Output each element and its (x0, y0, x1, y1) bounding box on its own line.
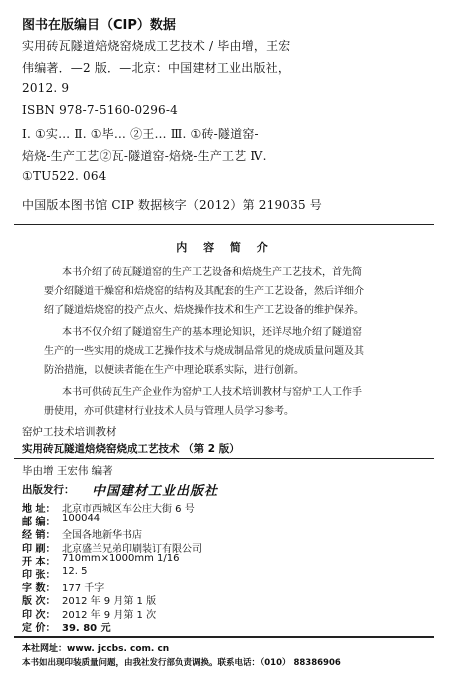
cip-line: 伟编著．—2 版．—北京：中国建材工业出版社， (22, 61, 291, 75)
cip-line: 实用砖瓦隧道焙烧窑烧成工艺技术 / 毕由增，王宏 (22, 39, 291, 53)
detail-label: 地 址： (22, 504, 56, 515)
detail-label: 版 次： (22, 596, 56, 608)
detail-label: 经 销： (22, 530, 56, 542)
cip-heading: 图书在版编目（CIP）数据 (22, 18, 176, 33)
detail-value: 177 千字 (62, 583, 105, 595)
detail-value: 北京市西城区车公庄大街 6 号 (62, 504, 195, 515)
cip-line: 2012. 9 (22, 81, 70, 95)
detail-label: 印 刷： (22, 543, 56, 555)
cip-line: Ⅰ. ①实… Ⅱ. ①毕… ②王… Ⅲ. ①砖-隧道窑- (22, 127, 259, 141)
book-title: 实用砖瓦隧道焙烧窑烧成工艺技术 （第 2 版） (22, 443, 240, 455)
summary-line: 绍了隧道焙烧窑的投产点火、焙烧操作技术和生产工艺设备的维护保养。 (44, 305, 364, 316)
publisher-label: 出版发行： (22, 484, 75, 496)
detail-label: 印 次： (22, 609, 56, 621)
series-title: 窑炉工技术培训教材 (22, 426, 117, 438)
detail-label: 字 数： (22, 583, 56, 595)
detail-label: 定 价： (22, 622, 56, 634)
detail-label: 印 张： (22, 570, 56, 581)
summary-line: 本书不仅介绍了隧道窑生产的基本理论知识，还详尽地介绍了隧道窑 (62, 327, 362, 338)
detail-value: 2012 年 9 月第 1 版 (62, 596, 157, 608)
detail-value: 北京盛兰兄弟印刷装订有限公司 (62, 543, 202, 555)
detail-value: 2012 年 9 月第 1 次 (62, 609, 157, 621)
footer-website: 本社网址：www. jccbs. com. cn (22, 644, 170, 654)
summary-title: 内 容 简 介 (176, 241, 274, 254)
summary-line: 册使用，亦可供建材行业技术人员与管理人员学习参考。 (44, 406, 294, 417)
cip-line: ISBN 978-7-5160-0296-4 (22, 103, 178, 117)
summary-line: 防治措施，以便读者能在生产中理论联系实际，进行创新。 (44, 365, 304, 376)
summary-line: 本书可供砖瓦生产企业作为窑炉工人技术培训教材与窑炉工人工作手 (62, 387, 362, 398)
divider-middle (14, 458, 434, 459)
cip-verification: 中国版本图书馆 CIP 数据核字（2012）第 219035 号 (22, 198, 323, 212)
publisher-logo: 中国建材工业出版社 (92, 484, 219, 499)
summary-line: 本书介绍了砖瓦隧道窑的生产工艺设备和焙烧生产工艺技术，首先简 (62, 267, 362, 278)
cip-line: 焙烧-生产工艺②瓦-隧道窑-焙烧-生产工艺 Ⅳ. (22, 149, 267, 163)
divider-top (14, 224, 434, 225)
book-authors: 毕由增 王宏伟 编著 (22, 465, 113, 477)
divider-bottom (14, 636, 434, 638)
footer-notice: 本书如出现印装质量问题，由我社发行部负责调换。联系电话：（010） 88386906 (22, 658, 341, 668)
detail-value: 12. 5 (62, 566, 88, 577)
detail-value: 全国各地新华书店 (62, 530, 142, 542)
summary-line: 生产的一些实用的烧成工艺操作技术与烧成制品常见的烧成质量问题及其 (44, 346, 364, 357)
price-value: 39. 80 元 (62, 622, 111, 634)
cip-line: ①TU522. 064 (22, 169, 107, 183)
detail-label: 开 本： (22, 556, 56, 568)
detail-value: 100044 (62, 513, 101, 525)
detail-value: 710mm×1000mm 1/16 (62, 552, 180, 564)
detail-label: 邮 编： (22, 517, 56, 529)
summary-line: 要介绍隧道干燥窑和焙烧窑的结构及其配套的生产工艺设备，然后详细介 (44, 286, 364, 297)
